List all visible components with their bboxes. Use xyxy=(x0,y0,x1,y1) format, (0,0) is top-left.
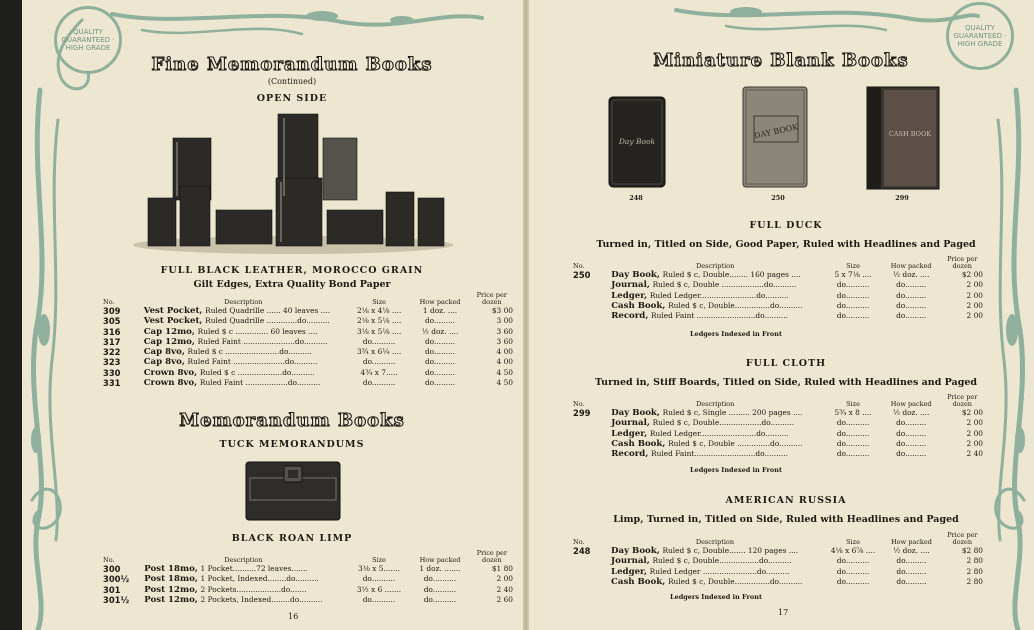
item-description xyxy=(608,408,822,418)
item-price: $2 80 xyxy=(961,546,983,555)
table-row xyxy=(100,357,516,367)
item-size: do.......... xyxy=(836,556,870,566)
item-how-packed: do.......... xyxy=(423,574,457,584)
item-how-packed: ½ doz. .... xyxy=(421,326,459,336)
item-size: do.......... xyxy=(836,300,870,310)
price-table-american-russia xyxy=(570,532,986,587)
item-description xyxy=(141,306,346,316)
item-price: 3 60 xyxy=(496,336,513,346)
table-row xyxy=(570,301,986,311)
item-detail: 2 Pockets, Indexed........do.......... xyxy=(200,594,323,604)
item-detail: Ruled Faint ......................do.......... xyxy=(187,357,318,367)
item-description xyxy=(141,316,346,326)
col-how-packed: How packed xyxy=(890,400,932,408)
item-size: do.......... xyxy=(362,594,396,604)
item-size: do.......... xyxy=(362,357,396,367)
table-row xyxy=(100,378,516,388)
item-price: $1 80 xyxy=(491,564,513,573)
item-description xyxy=(608,556,822,566)
item-price: 4 50 xyxy=(496,378,513,388)
item-detail: Ruled $ c, Single ......... 200 pages .... xyxy=(662,408,803,417)
table-row xyxy=(100,574,516,584)
table-row xyxy=(570,291,986,301)
col-no: No. xyxy=(573,262,585,270)
continued-label: (Continued) xyxy=(267,77,317,86)
item-number: 248 xyxy=(573,546,591,556)
price-table-tuck xyxy=(100,550,516,605)
item-how-packed: do......... xyxy=(896,428,927,438)
caption-black-roan-limp: BLACK ROAN LIMP xyxy=(231,533,353,544)
item-description xyxy=(608,270,822,280)
book-label-250: 250 xyxy=(771,194,785,202)
item-name: Post 18mo, xyxy=(144,564,198,574)
item-price: 2 40 xyxy=(966,449,983,459)
item-how-packed: do......... xyxy=(896,280,927,290)
item-description xyxy=(141,347,346,357)
table-row xyxy=(100,347,516,357)
item-price: 3 60 xyxy=(496,326,513,336)
catalog-spread xyxy=(22,0,1034,630)
item-price: 2 00 xyxy=(966,428,983,438)
item-name: Cap 8vo, xyxy=(143,347,185,358)
item-price: 2 00 xyxy=(966,280,983,290)
col-size: Size xyxy=(372,556,386,564)
table-row xyxy=(100,564,516,574)
item-description xyxy=(141,327,346,337)
page-title: Miniature Blank Books xyxy=(653,50,909,71)
item-detail: Ruled $ c, Double...............do.......... xyxy=(667,576,803,586)
item-price: 2 00 xyxy=(496,574,513,584)
item-name: Record, xyxy=(611,449,649,460)
item-detail: Ruled $ c, Double........ 160 pages .... xyxy=(662,270,801,279)
table-row xyxy=(100,327,516,337)
item-how-packed: do......... xyxy=(424,357,456,367)
table-row xyxy=(100,595,516,605)
item-name: Ledger, xyxy=(611,428,648,439)
table-row xyxy=(570,280,986,290)
item-name: Post 12mo, xyxy=(144,584,198,595)
book-label-248: 248 xyxy=(629,194,643,202)
item-price: 2 00 xyxy=(966,311,983,321)
item-description xyxy=(608,418,822,428)
book-299-title: CASH BOOK xyxy=(888,130,932,138)
item-name: Cash Book, xyxy=(611,576,666,587)
item-description xyxy=(608,567,822,577)
table-row xyxy=(570,577,986,587)
col-size: Size xyxy=(372,298,387,306)
section-tuck-memorandums: TUCK MEMORANDUMS xyxy=(219,439,365,450)
item-price: $2 00 xyxy=(961,408,983,417)
item-price: $3 00 xyxy=(491,306,513,315)
item-name: Ledger, xyxy=(611,566,647,577)
item-name: Cap 12mo, xyxy=(143,326,195,337)
item-name: Cap 8vo, xyxy=(143,357,185,368)
item-number: 250 xyxy=(573,270,591,280)
table-row xyxy=(570,439,986,449)
item-detail: Ruled $ c, Double...............do.......... xyxy=(668,300,803,310)
item-size: 2⅛ x 5⅛ .... xyxy=(356,316,402,326)
section-american-russia: AMERICAN RUSSIA xyxy=(725,495,847,506)
col-no: No. xyxy=(573,538,585,546)
item-detail: Ruled $ c, Double ..................do.......... xyxy=(652,280,797,290)
item-price: 2 80 xyxy=(966,576,983,586)
item-size: 2⅛ x 4⅛ .... xyxy=(356,306,402,315)
item-detail: Ruled Faint ......................do.......... xyxy=(197,336,328,346)
price-table-full-cloth xyxy=(570,394,986,459)
item-description xyxy=(141,564,345,574)
col-description: Description xyxy=(695,538,735,546)
item-how-packed: do......... xyxy=(424,347,456,357)
item-name: Day Book, xyxy=(611,270,660,280)
item-name: Cash Book, xyxy=(611,438,666,449)
col-how-packed: How packed xyxy=(419,556,461,564)
right-page xyxy=(526,0,1034,630)
item-how-packed: do.......... xyxy=(423,594,457,604)
item-size: 4¾ x 7..... xyxy=(360,367,398,377)
subtitle-american-russia: Limp, Turned in, Titled on Side, Ruled with Headlines and Paged xyxy=(613,514,959,525)
item-detail: Ruled Faint ..................do.......... xyxy=(199,378,321,388)
note-ledgers-indexed-1: Ledgers Indexed in Front xyxy=(690,330,782,338)
col-no: No. xyxy=(573,400,585,408)
item-how-packed: do......... xyxy=(424,378,456,388)
item-price: 2 60 xyxy=(496,594,513,604)
seal-text: QUALITY GUARANTEED · HIGH GRADE xyxy=(953,24,1007,48)
left-page xyxy=(22,0,525,630)
item-price: 2 00 xyxy=(966,290,983,300)
table-row xyxy=(100,368,516,378)
item-description xyxy=(141,337,346,347)
item-how-packed: do......... xyxy=(896,311,927,321)
col-size: Size xyxy=(846,538,860,546)
col-size: Size xyxy=(846,400,860,408)
col-price: Price per dozen xyxy=(947,531,978,546)
tuck-memorandum-illustration xyxy=(244,460,342,522)
item-price: 2 40 xyxy=(496,584,513,594)
item-description xyxy=(141,585,345,595)
item-price: 2 00 xyxy=(966,418,983,428)
item-how-packed: do......... xyxy=(896,418,927,428)
item-name: Journal, xyxy=(611,556,650,567)
item-name: Day Book, xyxy=(611,408,660,418)
note-ledgers-indexed-2: Ledgers Indexed in Front xyxy=(690,466,782,474)
item-how-packed: do......... xyxy=(896,566,927,576)
table-row xyxy=(570,408,986,418)
item-number xyxy=(570,291,608,301)
table-row xyxy=(100,316,516,326)
item-name: Cap 12mo, xyxy=(143,336,195,347)
price-table-full-duck xyxy=(570,256,986,321)
item-how-packed: do......... xyxy=(896,556,927,566)
book-248-illustration xyxy=(608,96,668,190)
item-detail: 1 Pocket, Indexed........do.......... xyxy=(200,574,319,584)
item-number xyxy=(570,556,608,566)
item-description xyxy=(608,429,822,439)
book-250-illustration xyxy=(742,86,810,190)
item-name: Crown 8vo, xyxy=(143,378,198,389)
item-name: Vest Pocket, xyxy=(143,306,203,316)
item-name: Ledger, xyxy=(611,290,648,301)
table-row xyxy=(100,585,516,595)
item-number: 331 xyxy=(103,378,121,389)
col-price: Price per dozen xyxy=(476,549,507,564)
table-row xyxy=(570,311,986,321)
item-size: do.......... xyxy=(362,336,396,346)
table-row xyxy=(570,567,986,577)
note-ledgers-indexed-3: Ledgers Indexed in Front xyxy=(670,593,762,601)
item-size: do.......... xyxy=(836,290,870,300)
item-size: 3⅛ x 5....... xyxy=(358,564,400,573)
item-size: 5 x 7⅛ .... xyxy=(834,270,872,279)
item-detail: Ruled $ c .......................do.......... xyxy=(187,347,312,357)
item-how-packed: do......... xyxy=(896,576,927,586)
item-number: 330 xyxy=(103,367,121,378)
item-size: 3¾ x 6¼ .... xyxy=(356,347,402,357)
item-size: do.......... xyxy=(362,378,396,388)
col-description: Description xyxy=(224,556,263,564)
item-how-packed: 1 doz. ....... xyxy=(419,564,461,573)
section-open-side: OPEN SIDE xyxy=(256,93,328,104)
open-side-books-illustration xyxy=(128,110,458,255)
item-size: 3⅛ x 5⅛ .... xyxy=(356,326,402,336)
item-name: Crown 8vo, xyxy=(143,367,198,378)
item-how-packed: 1 doz. .... xyxy=(422,306,458,315)
table-row xyxy=(570,449,986,459)
item-number xyxy=(570,567,608,577)
item-description xyxy=(608,311,822,321)
col-size: Size xyxy=(846,262,860,270)
book-299-illustration xyxy=(866,86,940,192)
item-description xyxy=(141,595,345,605)
item-number xyxy=(570,418,608,428)
table-row xyxy=(570,418,986,428)
item-size: do.......... xyxy=(836,418,870,428)
item-detail: Ruled $ c ...................do.......... xyxy=(199,367,315,377)
item-size: do.......... xyxy=(836,576,870,586)
item-price: 4 50 xyxy=(496,367,513,377)
caption-gilt-edges: Gilt Edges, Extra Quality Bond Paper xyxy=(193,279,391,290)
item-detail: Ruled Ledger .......................do.......... xyxy=(649,566,790,576)
item-description xyxy=(608,301,822,311)
item-description xyxy=(608,577,822,587)
seal-text: QUALITY GUARANTEED · HIGH GRADE xyxy=(61,28,115,52)
page-number-17: 17 xyxy=(778,608,789,617)
item-name: Vest Pocket, xyxy=(143,316,203,327)
item-how-packed: do......... xyxy=(424,316,456,326)
col-how-packed: How packed xyxy=(419,298,461,306)
col-description: Description xyxy=(224,298,263,306)
item-price: 4 00 xyxy=(496,347,513,357)
item-size: do.......... xyxy=(836,566,870,576)
item-size: do.......... xyxy=(836,280,870,290)
table-row xyxy=(570,546,986,556)
item-how-packed: do.......... xyxy=(423,584,457,594)
book-label-299: 299 xyxy=(895,194,909,202)
item-how-packed: ½ doz. .... xyxy=(892,408,930,417)
item-detail: Ruled Quadrille .............do.......... xyxy=(205,316,330,326)
item-number: 300 xyxy=(103,564,121,574)
col-no: No. xyxy=(103,298,115,306)
item-detail: Ruled Ledger........................do.......... xyxy=(649,428,789,438)
item-number xyxy=(570,577,608,587)
item-how-packed: do......... xyxy=(424,367,456,377)
item-description xyxy=(608,546,822,556)
item-number: 316 xyxy=(103,326,121,337)
item-price: 3 00 xyxy=(496,316,513,326)
item-name: Post 18mo, xyxy=(144,574,198,585)
col-price: Price per dozen xyxy=(947,393,978,408)
col-price: Price per dozen xyxy=(476,291,507,306)
item-size: do.......... xyxy=(836,449,870,459)
item-description xyxy=(141,368,346,378)
item-size: 5¾ x 8 .... xyxy=(834,408,872,417)
item-number xyxy=(570,311,608,321)
col-price: Price per dozen xyxy=(947,255,978,270)
item-size: do.......... xyxy=(362,574,396,584)
item-name: Post 12mo, xyxy=(144,594,198,605)
item-number xyxy=(570,280,608,290)
item-number: 322 xyxy=(103,347,121,358)
col-how-packed: How packed xyxy=(891,538,932,546)
item-how-packed: ½ doz. .... xyxy=(893,546,930,555)
item-how-packed: do......... xyxy=(896,449,927,459)
item-detail: Ruled Ledger........................do.......... xyxy=(649,290,789,300)
item-price: $2 00 xyxy=(961,270,983,279)
section-full-duck: FULL DUCK xyxy=(749,220,823,231)
section-full-cloth: FULL CLOTH xyxy=(745,358,827,369)
item-how-packed: do......... xyxy=(896,300,927,310)
item-number: 305 xyxy=(103,316,121,327)
caption-full-black-leather: FULL BLACK LEATHER, MOROCCO GRAIN xyxy=(160,265,424,276)
item-size: do.......... xyxy=(836,428,870,438)
item-name: Journal, xyxy=(611,280,650,291)
item-number: 300½ xyxy=(103,574,130,585)
item-price: 2 80 xyxy=(966,556,983,566)
book-248-title: Day Book xyxy=(618,137,656,146)
item-description xyxy=(608,280,822,290)
item-number xyxy=(570,439,608,449)
table-row xyxy=(570,429,986,439)
item-how-packed: do......... xyxy=(424,336,456,346)
item-size: 4⅛ x 6⅞ .... xyxy=(830,546,876,555)
item-size: do.......... xyxy=(836,438,870,448)
col-description: Description xyxy=(696,400,735,408)
col-no: No. xyxy=(103,556,115,564)
item-number: 323 xyxy=(103,357,121,368)
item-size: do.......... xyxy=(836,311,870,321)
section-title-memorandum: Memorandum Books xyxy=(179,410,405,431)
table-row xyxy=(100,337,516,347)
item-name: Journal, xyxy=(611,418,650,429)
item-how-packed: do......... xyxy=(896,438,927,448)
item-how-packed: do......... xyxy=(896,290,927,300)
subtitle-full-duck: Turned in, Titled on Side, Good Paper, Ruled with Headlines and Paged xyxy=(596,239,976,250)
item-price: 4 00 xyxy=(496,357,513,367)
table-row xyxy=(570,556,986,566)
item-detail: Ruled $ c, Double..................do.......... xyxy=(652,418,795,428)
item-detail: Ruled Quadrille ...... 40 leaves .... xyxy=(205,306,331,315)
price-table-open-side xyxy=(100,292,516,388)
item-detail: 1 Pocket..........72 leaves....... xyxy=(200,564,308,573)
table-row xyxy=(570,270,986,280)
item-number: 317 xyxy=(103,336,121,347)
quality-seal-right xyxy=(946,2,1014,70)
item-detail: Ruled $ c, Double ..............do.......... xyxy=(668,438,803,448)
col-how-packed: How packed xyxy=(890,262,932,270)
item-number: 301½ xyxy=(103,594,130,605)
col-description: Description xyxy=(696,262,735,270)
subtitle-full-cloth: Turned in, Stiff Boards, Titled on Side, Ruled with Headlines and Paged xyxy=(594,377,978,388)
item-detail: 2 Pockets...................do....... xyxy=(200,584,307,594)
quality-seal-left xyxy=(54,6,122,74)
page-number-16: 16 xyxy=(288,612,299,621)
item-price: 2 80 xyxy=(966,566,983,576)
item-name: Day Book, xyxy=(611,546,660,556)
item-description xyxy=(608,449,822,459)
item-price: 2 00 xyxy=(966,300,983,310)
page-title: Fine Memorandum Books xyxy=(151,54,433,75)
item-description xyxy=(141,378,346,388)
item-detail: Ruled Faint .........................do.......... xyxy=(651,311,788,321)
item-number: 309 xyxy=(103,306,121,316)
item-description xyxy=(608,291,822,301)
item-detail: Ruled $ c, Double.................do.......... xyxy=(652,556,792,566)
item-number xyxy=(570,429,608,439)
item-detail: Ruled $ c .............. 60 leaves .... xyxy=(197,326,318,336)
item-name: Record, xyxy=(611,311,649,322)
book-250-title: DAY BOOK xyxy=(753,122,799,141)
table-row xyxy=(100,306,516,316)
item-detail: Ruled $ c, Double....... 120 pages .... xyxy=(662,546,799,555)
item-size: 3½ x 6 ....... xyxy=(356,584,402,594)
item-description xyxy=(141,357,346,367)
item-name: Cash Book, xyxy=(611,300,666,311)
item-number xyxy=(570,449,608,459)
item-number xyxy=(570,301,608,311)
item-number: 299 xyxy=(573,408,591,418)
item-how-packed: ½ doz. .... xyxy=(892,270,930,279)
item-description xyxy=(141,574,345,584)
item-description xyxy=(608,439,822,449)
item-number: 301 xyxy=(103,584,121,595)
item-detail: Ruled Faint..........................do.......... xyxy=(651,449,788,459)
item-price: 2 00 xyxy=(966,438,983,448)
